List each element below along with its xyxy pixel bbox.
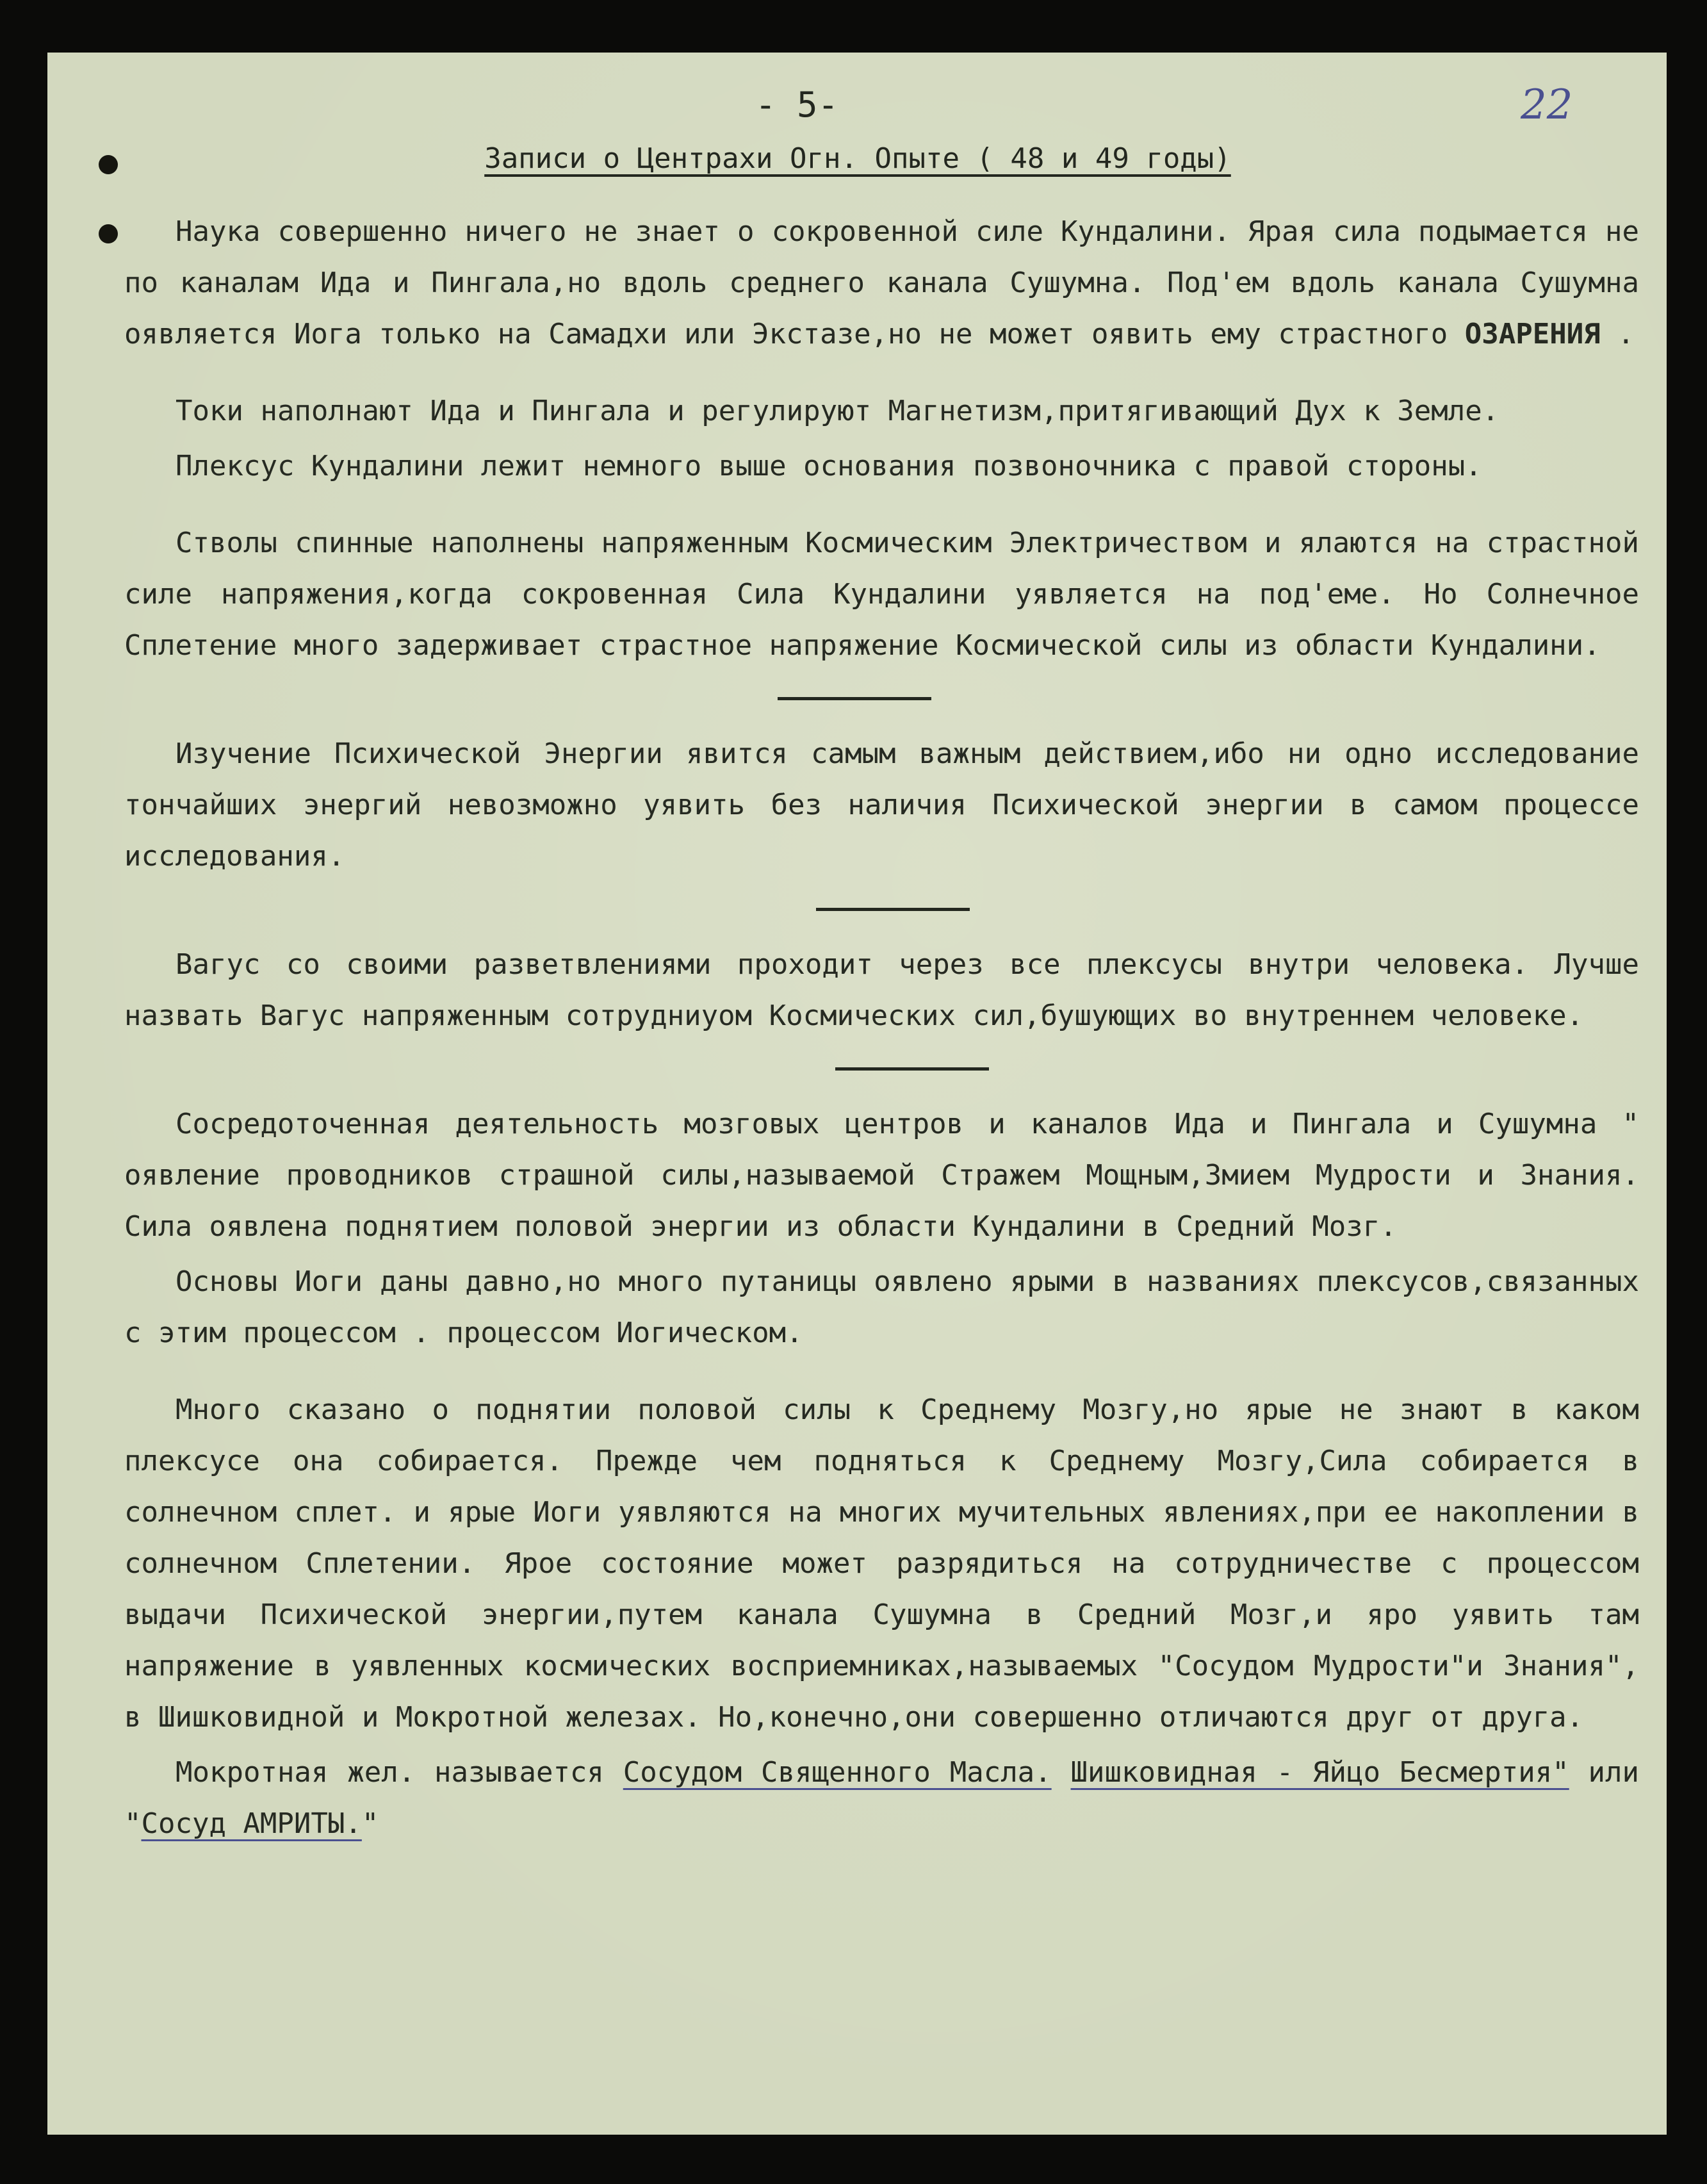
section-divider <box>835 1067 989 1071</box>
underlined-phrase: Шишковидная - Яйцо Бесмертия" <box>1070 1756 1569 1789</box>
document-body <box>124 206 1639 1875</box>
paragraph-2: Токи наполнают Ида и Пингала и регулируют Магнетизм,притягивающий Дух к Земле. <box>176 395 1499 427</box>
document-page <box>47 53 1667 2135</box>
paragraph-6: Вагус со своими разветвлениями проходит через все плексусы внутри человека. Лучше назвать Вагус напряженным сотрудниуом Космических сил,бушующих во внутреннем человеке. <box>124 948 1639 1032</box>
paragraph-7: Сосредоточенная деятельность мозговых центров и каналов Ида и Пингала и Сушумна " оявление проводников страшной силы,называемой Стражем Мощным,Змием Мудрости и Знания. Сила оявлена поднятием половой энергии из области Кундалини в Средний Мозг. <box>124 1108 1639 1243</box>
punch-hole-top <box>99 155 118 174</box>
emphasis-word: ОЗАРЕНИЯ <box>1464 318 1601 350</box>
paragraph-5: Изучение Психической Энергии явится самым важным действием,ибо ни одно исследование тончайших энергий невозможно уявить без наличия Психической энергии в самом процессе исследования. <box>124 737 1639 873</box>
archive-number: 22 <box>1521 81 1573 129</box>
underlined-phrase: Сосудом Священного Масла. <box>623 1756 1052 1789</box>
paragraph-9: Много сказано о поднятии половой силы к Среднему Мозгу,но ярые не знают в каком плексусе она собирается. Прежде чем подняться к Среднему Мозгу,Сила собирается в солнечном сплет. и ярые Иоги уявляются на многих мучительных явлениях,при ее накоплении в солнечном Сплетении. Ярое состояние может разрядиться на сотрудничестве с процессом выдачи Психической энергии,путем канала Сушумна в Средний Мозг,и яро уявить там напряжение в уявленных космических восприемниках,называемых "Сосудом Мудрости"и Знания", в Шишковидной и Мокротной железах. Но,конечно,они совершенно отличаются друг от друга. <box>124 1393 1639 1734</box>
paragraph-8: Основы Иоги даны давно,но много путаницы оявлено ярыми в названиях плексусов,связанных с этим процессом . процессом Иогическом. <box>124 1265 1639 1349</box>
paragraph-1: Наука совершенно ничего не знает о сокровенной силе Кундалини. Ярая сила подымается не по каналам Ида и Пингала,но вдоль среднего канала Сушумна. Под'ем вдоль канала Сушумна оявляется Иога только на Самадхи или Экстазе,но не может оявить ему страстного ОЗАРЕНИЯ . <box>124 215 1639 350</box>
section-divider <box>778 697 931 700</box>
paragraph-4: Стволы спинные наполнены напряженным Космическим Электричеством и ялаются на страстной силе напряжения,когда сокровенная Сила Кундалини уявляется на под'еме. Но Солнечное Сплетение много задерживает страстное напряжение Космической силы из области Кундалини. <box>124 527 1639 662</box>
page-number: - 5- <box>755 85 839 125</box>
paragraph-10: Мокротная жел. называется Сосудом Священного Масла. Шишковидная - Яйцо Бесмертия" или "Сосуд АМРИТЫ." <box>124 1756 1640 1840</box>
underlined-phrase: Сосуд АМРИТЫ. <box>141 1807 362 1840</box>
section-divider <box>816 908 970 911</box>
document-title: Записи о Центрахи Огн. Опыте ( 48 и 49 годы) <box>484 142 1231 175</box>
paragraph-3: Плексус Кундалини лежит немного выше основания позвоночника с правой стороны. <box>176 450 1482 482</box>
punch-hole-bottom <box>99 224 118 243</box>
